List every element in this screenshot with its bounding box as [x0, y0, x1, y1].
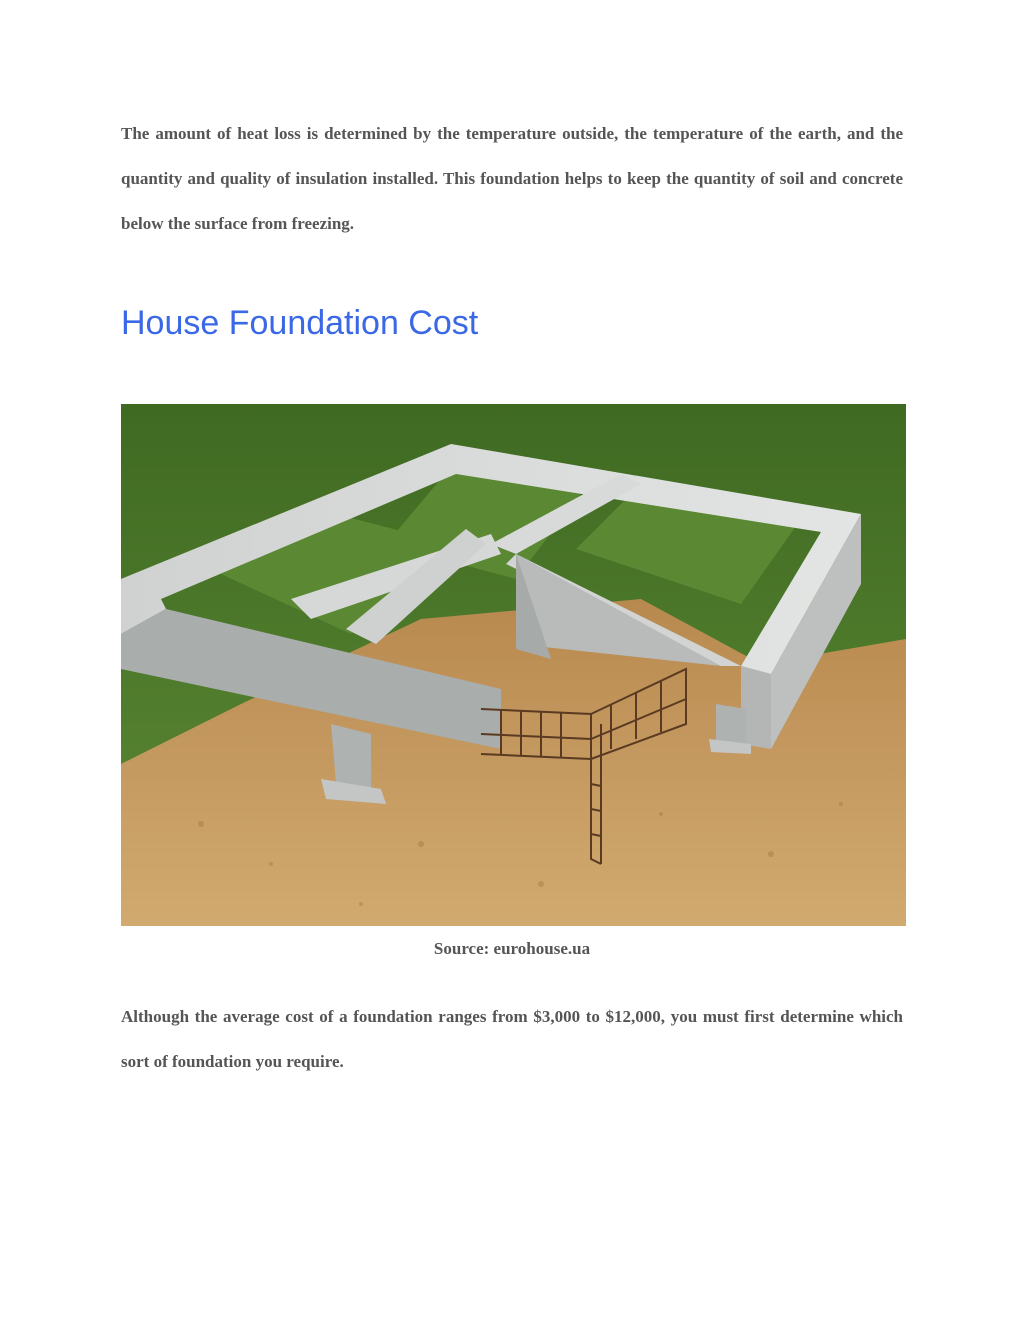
intro-paragraph: The amount of heat loss is determined by the temperature outside, the temperature of the earth, and the quantity and quality of insulation installed. This foundation helps to keep the quantity of soil and concrete below the surface from freezing.: [121, 124, 903, 233]
foundation-photo: [121, 404, 906, 926]
cost-paragraph: Although the average cost of a foundation ranges from $3,000 to $12,000, you must first determine which sort of foundation you require.: [121, 1007, 903, 1071]
section-heading: House Foundation Cost: [121, 304, 479, 342]
figure-caption: Source: eurohouse.ua: [433, 939, 591, 958]
